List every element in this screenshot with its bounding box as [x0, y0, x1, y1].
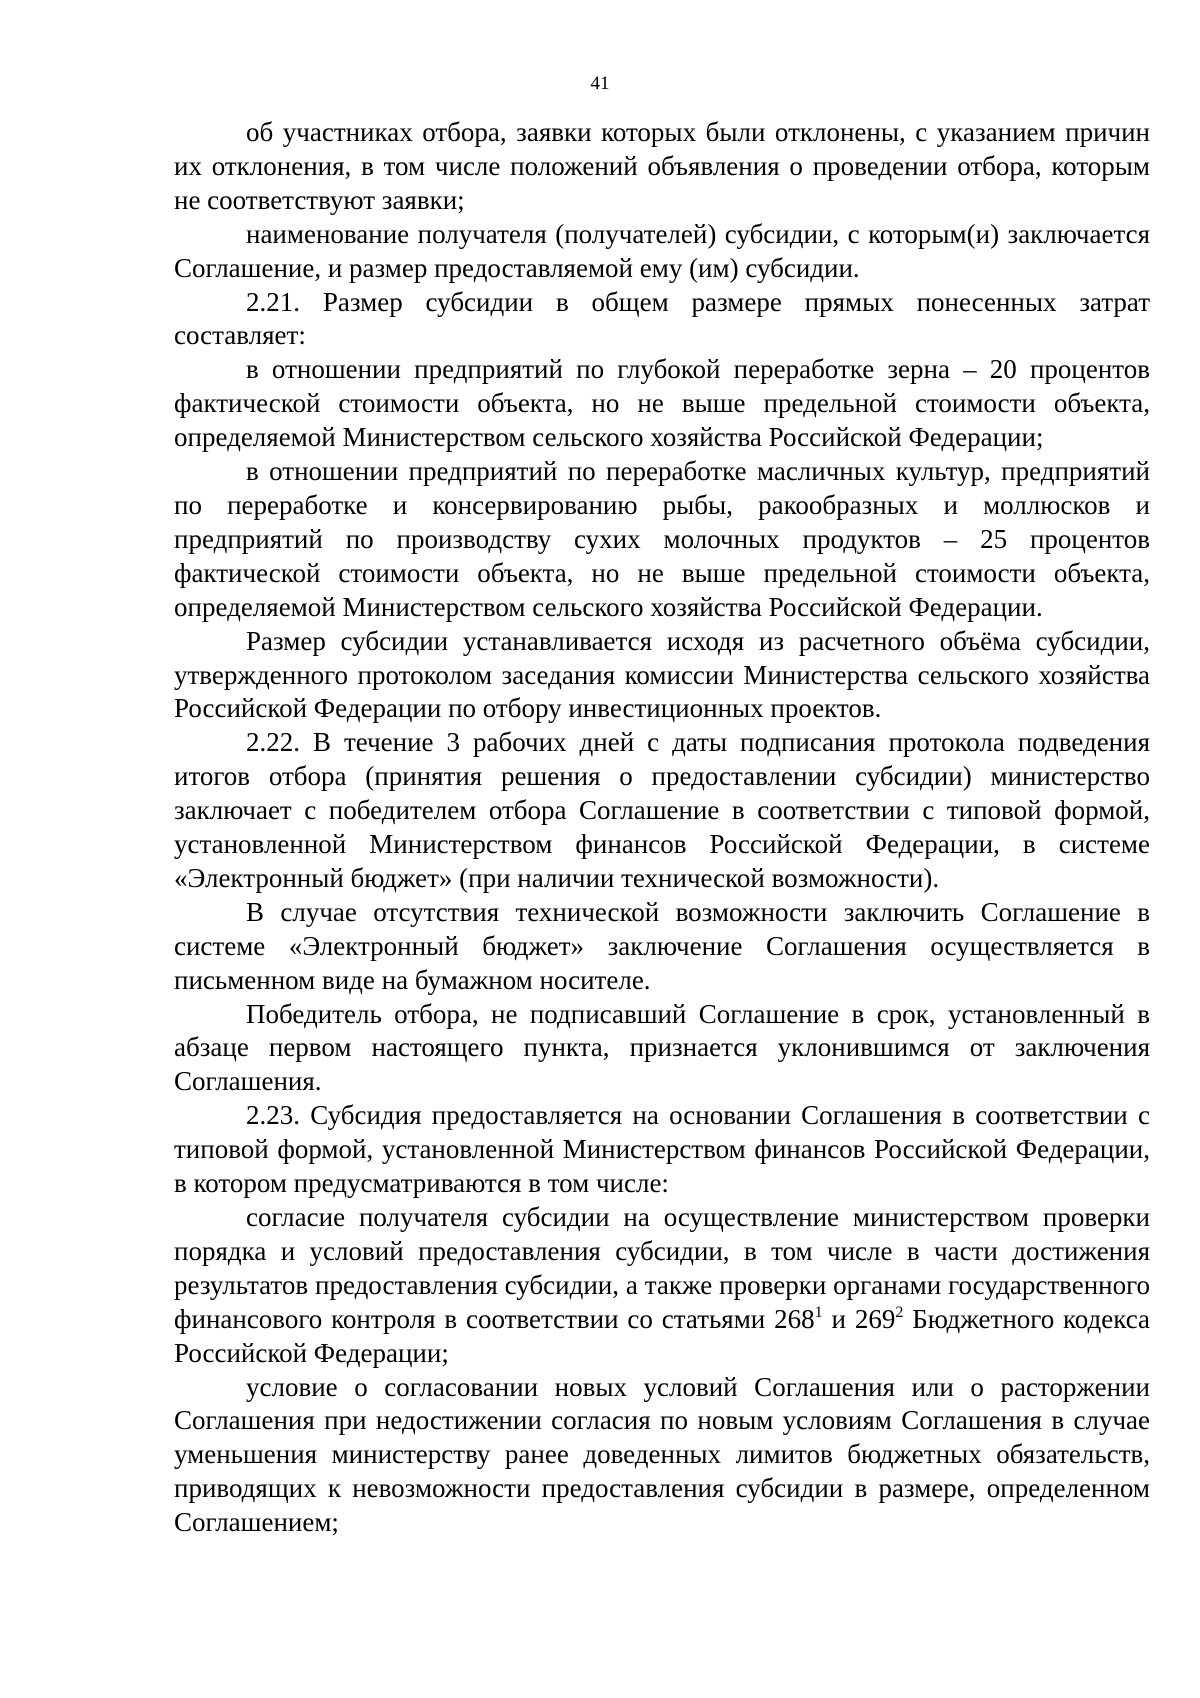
- page-number: 41: [590, 73, 610, 94]
- paragraph-evading-winner: Победитель отбора, не подписавший Соглашение в срок, установленный в абзаце первом настоящего пункта, признается уклонившимся от заключения Соглашения.: [174, 998, 1150, 1097]
- consent-text-middle: и 269: [822, 1303, 896, 1334]
- consent-text-start: согласие получателя субсидии на осуществление министерством проверки порядка и условий предоставления субсидии, в том числе в части достижения результатов предоставления субсидии, а также проверки органами государственного финансового контроля в соответствии со статьями 268: [174, 1202, 1150, 1334]
- consent-text-end: Бюджетного кодекса Российской Федерации;: [174, 1303, 1150, 1368]
- paragraph-grain-processing: в отношении предприятий по глубокой переработке зерна – 20 процентов фактической стоимости объекта, но не выше предельной стоимости объекта, определяемой Министерством сельского хозяйства Российской Федерации;: [174, 354, 1150, 453]
- paragraph-2-21: 2.21. Размер субсидии в общем размере прямых понесенных затрат составляет:: [174, 286, 1150, 351]
- document-body: [174, 116, 1150, 1540]
- paragraph-oilseed-fish-dairy: в отношении предприятий по переработке масличных культур, предприятий по переработке и консервированию рыбы, ракообразных и моллюсков и предприятий по производству сухих молочных продуктов – 25 процентов фактической стоимости объекта, но не выше предельной стоимости объекта, определяемой Министерством сельского хозяйства Российской Федерации.: [174, 456, 1150, 622]
- paragraph-subsidy-amount: Размер субсидии устанавливается исходя из расчетного объёма субсидии, утвержденного протоколом заседания комиссии Министерства сельского хозяйства Российской Федерации по отбору инвестиционных проектов.: [174, 625, 1150, 724]
- paragraph-new-conditions: условие о согласовании новых условий Соглашения или о расторжении Соглашения при недостижении согласия по новым условиям Соглашения в случае уменьшения министерству ранее доведенных лимитов бюджетных обязательств, приводящих к невозможности предоставления субсидии в размере, определенном Соглашением;: [174, 1371, 1150, 1538]
- superscript-1: 1: [814, 1303, 823, 1321]
- paragraph-2-23: 2.23. Субсидия предоставляется на основании Соглашения в соответствии с типовой формой, установленной Министерством финансов Российской Федерации, в котором предусматриваются в том числе:: [174, 1100, 1150, 1199]
- superscript-2: 2: [895, 1303, 904, 1321]
- paragraph-paper-agreement: В случае отсутствия технической возможности заключить Соглашение в системе «Электронный бюджет» заключение Соглашения осуществляется в письменном виде на бумажном носителе.: [174, 896, 1150, 995]
- paragraph-rejected-participants: об участниках отбора, заявки которых были отклонены, с указанием причин их отклонения, в том числе положений объявления о проведении отбора, которым не соответствуют заявки;: [174, 117, 1150, 215]
- paragraph-2-22: 2.22. В течение 3 рабочих дней с даты подписания протокола подведения итогов отбора (принятия решения о предоставлении субсидии) министерство заключает с победителем отбора Соглашение в соответствии с типовой формой, установленной Министерством финансов Российской Федерации, в системе «Электронный бюджет» (при наличии технической возможности).: [174, 727, 1150, 893]
- paragraph-recipient-name: наименование получателя (получателей) субсидии, с которым(и) заключается Соглашение, и размер предоставляемой ему (им) субсидии.: [174, 218, 1150, 283]
- paragraph-recipient-consent: [174, 1201, 1150, 1371]
